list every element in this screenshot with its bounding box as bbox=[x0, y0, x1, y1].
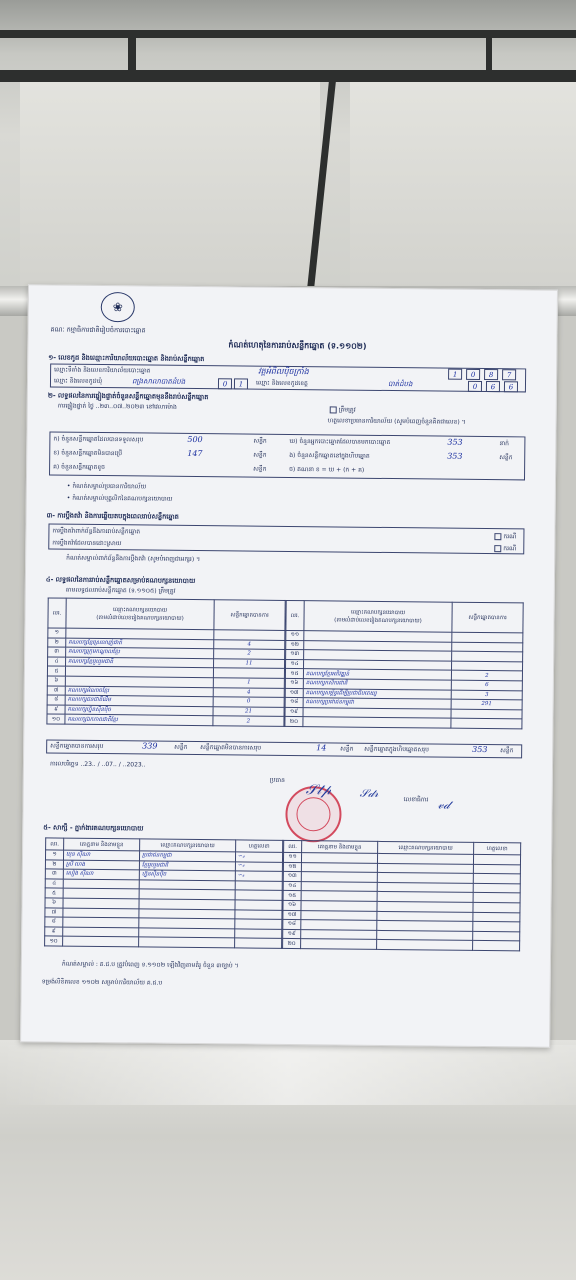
witness-signature bbox=[235, 938, 282, 948]
col-party bbox=[304, 601, 452, 633]
province-code-digit: 6 bbox=[504, 381, 518, 392]
complaint-unit-2 bbox=[492, 545, 516, 552]
row-number: ៦ bbox=[45, 898, 63, 908]
stamp-center bbox=[296, 797, 330, 831]
section2-date-line: ការផ្ទៀងផ្ទាត់ ថ្ងៃ ..២៣..០៧..២០២៣ នៅវេលាម៉ោង bbox=[57, 402, 177, 411]
vote-count: 4 bbox=[213, 687, 284, 697]
section2-check bbox=[328, 406, 356, 413]
row-number: ៥ bbox=[47, 666, 65, 676]
col-party-sub: (តាមលំដាប់លេខរៀងគណបក្សនយោបាយ) bbox=[96, 614, 184, 622]
station-code-digit: 7 bbox=[502, 369, 516, 380]
commune-label: ឈ្មោះ និងលេខកូដឃុំ bbox=[53, 377, 103, 386]
form-title: កំណត់ហេតុនៃការរាប់សន្លឹកឆ្នោត (ទ.១១០២) bbox=[228, 340, 367, 351]
row-number: ៧ bbox=[45, 907, 63, 917]
section5-heading: ៥- សាក្សី - ភ្នាក់ងារគណបក្សនយោបាយ bbox=[43, 823, 144, 833]
row-number: ៣ bbox=[48, 647, 66, 657]
col-no: លរ. bbox=[48, 598, 66, 628]
col-party bbox=[66, 598, 214, 630]
party-name: គណបក្សខ្មែររួបរួមជាតិ bbox=[66, 657, 214, 668]
province-code-digit: 0 bbox=[468, 381, 482, 392]
row-number: ១២ bbox=[283, 862, 301, 872]
total-invalid-label: សន្លឹកឆ្នោតមិនបានការសរុប bbox=[200, 744, 262, 752]
party-name: គណបក្សខ្មែរស្រលាញ់ជាតិ bbox=[66, 638, 214, 649]
witness-signature: ∽𝓈 bbox=[235, 862, 282, 872]
row-number: ១០ bbox=[45, 936, 63, 946]
row-number: ១ bbox=[45, 850, 63, 860]
witness-signature bbox=[473, 854, 520, 864]
row-number: ១៩ bbox=[283, 929, 301, 939]
row-number: ៥ bbox=[45, 888, 63, 898]
vote-count: 291 bbox=[451, 699, 522, 709]
frame-strut-2 bbox=[486, 38, 492, 78]
witness-signature: ∽𝓈 bbox=[235, 852, 282, 862]
row-number: ១១ bbox=[283, 852, 301, 862]
row-number: ១៨ bbox=[283, 920, 301, 930]
row-number: ១៧ bbox=[285, 688, 303, 698]
witness-party: ហ្វ៊ុនស៊ិនប៉ិច bbox=[139, 870, 235, 881]
vote-count: 2 bbox=[451, 671, 522, 681]
witness-signature bbox=[235, 900, 282, 910]
footer-note: កំណត់សម្គាល់ : គ.ជ.ប ត្រូវបំពេញ ទ.១១០២ ឡើងវិញតាមគំរូ ចំនួន ៣ច្បាប់ ។ bbox=[61, 960, 239, 970]
complaint-unit-label: ករណី bbox=[503, 533, 517, 541]
section2-sign-line: ហត្ថលេខាប្រធានការិយាល័យ (សូមបំពេញចំនួនគិតជាលេខ) ។ bbox=[327, 417, 466, 426]
row-number: ១៥ bbox=[285, 669, 303, 679]
date-line: ការលបរិច្ឆេទ ..23.. / ..07.. / ..2023.. bbox=[49, 760, 146, 769]
witness-party: ខ្មែររួបរួមជាតិ bbox=[139, 861, 235, 872]
col-votes: សន្លឹកឆ្នោតបានការ bbox=[452, 602, 523, 633]
vote-count: 1 bbox=[213, 678, 284, 688]
reconcile-d-value: 353 bbox=[447, 437, 463, 447]
col-sign: ហត្ថលេខា bbox=[474, 842, 521, 854]
witness-signature bbox=[235, 890, 282, 900]
party-name: គណបក្សក្រុមកណ្ដាលខ្មែរ bbox=[66, 647, 214, 658]
vote-count: 21 bbox=[213, 706, 284, 716]
reconcile-a-unit: សន្លឹក bbox=[253, 437, 267, 445]
party-name: គណបក្សអំណាចខ្មែរ bbox=[65, 686, 213, 697]
vote-count: 6 bbox=[451, 680, 522, 690]
col-no: លរ. bbox=[286, 600, 304, 630]
party-name: គណបក្សប្រជាជនកម្ពុជា bbox=[303, 698, 451, 709]
row-number: ១៦ bbox=[283, 900, 301, 910]
vote-count: 4 bbox=[214, 639, 285, 649]
witness-signature bbox=[473, 931, 520, 941]
section2-heading: ២- លទ្ធផលនៃការផ្ទៀងផ្ទាត់ចំនួនសន្លឹកឆ្នោតមុននឹងរាប់សន្លឹកឆ្នោត bbox=[47, 391, 209, 402]
complaint-unit-1 bbox=[492, 533, 516, 540]
witness-signature bbox=[235, 881, 282, 891]
table-row bbox=[283, 939, 520, 951]
commune-code-digit: 1 bbox=[234, 378, 248, 389]
row-number: ៧ bbox=[47, 686, 65, 696]
province-label: ឈ្មោះ និងលេខកូដខេត្ត bbox=[255, 379, 308, 388]
row-number: ១៤ bbox=[283, 881, 301, 891]
ministry-name: គណៈ កម្មាធិការជាតិរៀបចំការបោះឆ្នោត bbox=[50, 325, 146, 335]
section1-heading: ១- លេខកូដ និងឈ្មោះការិយាល័យបោះឆ្នោត និងរាប់សន្លឹកឆ្នោត bbox=[48, 353, 205, 364]
commune-value: ពង្រសាលាបាតដំបង bbox=[131, 377, 186, 386]
chair-label: ប្រធាន bbox=[269, 776, 285, 784]
row-number: ១៨ bbox=[285, 698, 303, 708]
chair-signature: 𝒮𝓉𝓅 bbox=[305, 782, 332, 799]
floor-reflection bbox=[0, 1045, 576, 1105]
secretary-signature: 𝓋𝒹 bbox=[437, 797, 450, 812]
col-party-sub: (តាមលំដាប់លេខរៀងគណបក្សនយោបាយ) bbox=[334, 616, 422, 624]
station-name-label: ឈ្មោះទីតាំង និងលេខការិយាល័យបោះឆ្នោត bbox=[54, 366, 151, 375]
party-name: គណបក្សឯកភាពជាតិខ្មែរ bbox=[65, 714, 213, 725]
frame-beam-top bbox=[0, 30, 576, 38]
section3-heading: ៣- ការប្ដឹងតវ៉ា និងការឆ្លើយតបក្នុងពេលរាប់សន្លឹកឆ្នោត bbox=[46, 511, 179, 521]
table-row bbox=[285, 717, 522, 729]
row-number: ១៣ bbox=[283, 872, 301, 882]
secretary-label: លេខាធិការ bbox=[403, 796, 429, 804]
row-number: ៩ bbox=[45, 927, 63, 937]
section4-sub: តាមលទ្ធផលរាប់សន្លឹកឆ្នោត (ទ.១១០៥) ត្រឹមត្រូវ bbox=[65, 586, 176, 595]
witness-table-right bbox=[282, 840, 521, 951]
party-name bbox=[303, 717, 451, 728]
witness-party: ប្រជាជនកម្ពុជា bbox=[139, 851, 235, 862]
complaint-row-2: ការប្ដឹងតវ៉ាដែលបានដោះស្រាយ bbox=[52, 539, 122, 548]
row-number: ១៥ bbox=[283, 891, 301, 901]
station-code-digit: 1 bbox=[448, 369, 462, 380]
witness-party bbox=[139, 937, 235, 948]
row-number: ១៦ bbox=[285, 678, 303, 688]
commune-code-digit: 0 bbox=[218, 378, 232, 389]
footer-bottom: ទម្រង់លិខិតលេខ ១១០២ សម្រាប់ការិយាល័យ គ.ជ.ប bbox=[41, 978, 163, 987]
witness-name: ឃុន ស៊ីណា bbox=[63, 850, 139, 860]
vote-count bbox=[451, 719, 522, 729]
witness-signature bbox=[473, 883, 520, 893]
row-number: ៨ bbox=[47, 695, 65, 705]
row-number: ៩ bbox=[47, 705, 65, 715]
section4-heading: ៤- លទ្ធផលនៃការរាប់សន្លឹកឆ្នោតសម្រាប់គណបក្សនយោបាយ bbox=[45, 575, 196, 585]
frame-strut-1 bbox=[128, 38, 136, 78]
row-number: ១ bbox=[48, 628, 66, 638]
witness-signature bbox=[473, 902, 520, 912]
witness-signature bbox=[473, 941, 520, 951]
tent-panel-left bbox=[20, 70, 320, 290]
party-name: គណបក្សកសិករជាតិ bbox=[303, 679, 451, 690]
row-number: ៤ bbox=[45, 879, 63, 889]
total-invalid-unit: សន្លឹក bbox=[340, 745, 354, 753]
section2-check-label: ត្រឹមត្រូវ bbox=[338, 406, 356, 414]
results-table-right bbox=[284, 600, 523, 729]
witness-party bbox=[377, 940, 473, 951]
table-row bbox=[45, 936, 282, 948]
col-party: ឈ្មោះគណបក្សនយោបាយ bbox=[140, 839, 236, 852]
row-number: ១៩ bbox=[285, 707, 303, 717]
station-name-value: វត្តអំពិលប៉ិចក្រាំង bbox=[258, 366, 309, 377]
witness-table-left bbox=[44, 837, 283, 948]
reconcile-a-label: ក) ចំនួនសន្លឹកឆ្នោតដែលបានទទួលសរុប bbox=[53, 435, 144, 444]
province-code-digit: 6 bbox=[486, 381, 500, 392]
total-valid-label: សន្លឹកឆ្នោតបានការសរុប bbox=[50, 742, 104, 751]
section3-note: កំណត់សម្គាល់ពាក់ព័ន្ធនឹងការប្ដឹងតវ៉ា (សូមបំពេញជាអក្សរ) ។ bbox=[66, 554, 201, 564]
witness-signature bbox=[473, 893, 520, 903]
total-all-value: 353 bbox=[472, 744, 488, 755]
row-number: ១១ bbox=[286, 630, 304, 640]
vote-count: 2 bbox=[214, 649, 285, 659]
reconcile-b-unit: សន្លឹក bbox=[253, 451, 267, 459]
station-code-digit: 0 bbox=[466, 369, 480, 380]
col-party: ឈ្មោះគណបក្សនយោបាយ bbox=[378, 841, 474, 854]
witness-signature bbox=[473, 874, 520, 884]
row-number: ៤ bbox=[48, 657, 66, 667]
row-number: ១៣ bbox=[286, 650, 304, 660]
witness-signature bbox=[235, 909, 282, 919]
complaint-unit-label: ករណី bbox=[503, 545, 517, 553]
party-name: គណបក្សសម្ព័ន្ធដើម្បីប្រជាធិបតេយ្យ bbox=[303, 688, 451, 699]
total-all-unit: សន្លឹក bbox=[500, 747, 514, 755]
row-number: ២០ bbox=[283, 939, 301, 949]
col-party-label: ឈ្មោះគណបក្សនយោបាយ bbox=[350, 609, 406, 616]
reconcile-e-label: ង) ចំនួនសន្លឹកឆ្នោតនៅក្នុងហិបឆ្នោត bbox=[289, 451, 370, 460]
section2-note-chair: • កំណត់សម្គាល់ប្រធានការិយាល័យ bbox=[66, 482, 147, 491]
reconcile-c-label: គ) ចំនួនសន្លឹកឆ្នោតខូច bbox=[53, 463, 105, 472]
reconcile-b-value: 147 bbox=[187, 448, 203, 459]
col-name: គោត្តនាម និងនាមខ្លួន bbox=[302, 841, 378, 854]
witness-signature bbox=[235, 929, 282, 939]
witness-signature bbox=[473, 922, 520, 932]
row-number: ១៧ bbox=[283, 910, 301, 920]
tent-panel-right bbox=[350, 70, 576, 290]
row-number: ២០ bbox=[285, 717, 303, 727]
witness-signature: ∽𝓈 bbox=[235, 871, 282, 881]
witness-signature bbox=[473, 912, 520, 922]
complaint-row-1: ការប្ដឹងតវ៉ាពាក់ព័ន្ធនឹងការរាប់សន្លឹកឆ្នោត bbox=[52, 527, 141, 536]
witness-name: ស្រី ហេង bbox=[63, 860, 139, 870]
vote-count: 3 bbox=[451, 690, 522, 700]
row-number: ២ bbox=[48, 638, 66, 648]
results-table-left bbox=[46, 597, 285, 726]
col-no: លរ. bbox=[46, 838, 64, 850]
reconcile-f-label: ច) គណនា ខ = ឃ + (ក + គ) bbox=[289, 465, 365, 474]
total-all-label: សន្លឹកឆ្នោតក្នុងហិបឆ្នោតសរុប bbox=[364, 745, 429, 754]
emblem-icon: ❀ bbox=[101, 292, 135, 322]
witness-name bbox=[63, 936, 139, 946]
col-party-label: ឈ្មោះគណបក្សនយោបាយ bbox=[113, 606, 168, 614]
total-valid-value: 339 bbox=[142, 741, 158, 751]
witness-name: សៀង ស៊ីណា bbox=[63, 869, 139, 879]
total-invalid-value: 14 bbox=[316, 743, 327, 753]
row-number: ២ bbox=[45, 860, 63, 870]
total-valid-unit: សន្លឹក bbox=[174, 743, 188, 751]
table-row bbox=[47, 714, 284, 726]
vote-count: 0 bbox=[213, 697, 284, 707]
reconcile-c-unit: សន្លឹក bbox=[253, 465, 267, 473]
party-name: គណបក្សខ្មែរអភិវឌ្ឍន៍ bbox=[303, 669, 451, 680]
col-votes: សន្លឹកឆ្នោតបានការ bbox=[214, 600, 285, 631]
witness-name bbox=[301, 939, 377, 949]
witness-signature bbox=[235, 919, 282, 929]
section2-note-agent: • កំណត់សម្គាល់បុគ្គលិកនៃគណបក្សនយោបាយ bbox=[66, 494, 173, 503]
reconcile-a-value: 500 bbox=[187, 434, 203, 445]
party-name: គណបក្សជនជាតិដើម bbox=[65, 695, 213, 706]
election-result-form bbox=[20, 284, 558, 1048]
row-number: ៨ bbox=[45, 917, 63, 927]
row-number: ៣ bbox=[45, 869, 63, 879]
row-number: ១២ bbox=[286, 640, 304, 650]
vote-count: 11 bbox=[214, 658, 285, 668]
reconcile-d-label: ឃ) ចំនួនអ្នកបោះឆ្នោតដែលបានមកបោះឆ្នោត bbox=[289, 437, 391, 447]
col-sign: ហត្ថលេខា bbox=[236, 840, 283, 852]
col-name: គោត្តនាម និងនាមខ្លួន bbox=[64, 838, 140, 851]
vote-count: 2 bbox=[213, 716, 284, 726]
chair-signature-name: 𝒮𝒹𝓇 bbox=[359, 786, 379, 800]
province-value: បាត់ដំបង bbox=[387, 380, 413, 389]
col-no: លរ. bbox=[284, 840, 302, 852]
reconcile-b-label: ខ) ចំនួនសន្លឹកឆ្នោតមិនបានប្រើ bbox=[53, 449, 123, 458]
station-code-digit: 8 bbox=[484, 369, 498, 380]
witness-signature bbox=[473, 864, 520, 874]
totals-row bbox=[46, 739, 522, 758]
row-number: ១៤ bbox=[286, 659, 304, 669]
row-number: ៦ bbox=[47, 676, 65, 686]
reconcile-e-value: 353 bbox=[447, 451, 463, 461]
party-name: គណបក្សហ្វ៊ុនស៊ិនប៉ិច bbox=[65, 705, 213, 716]
reconcile-e-unit: សន្លឹក bbox=[499, 454, 513, 462]
reconcile-d-unit: នាក់ bbox=[499, 440, 509, 448]
row-number: ១០ bbox=[47, 714, 65, 724]
